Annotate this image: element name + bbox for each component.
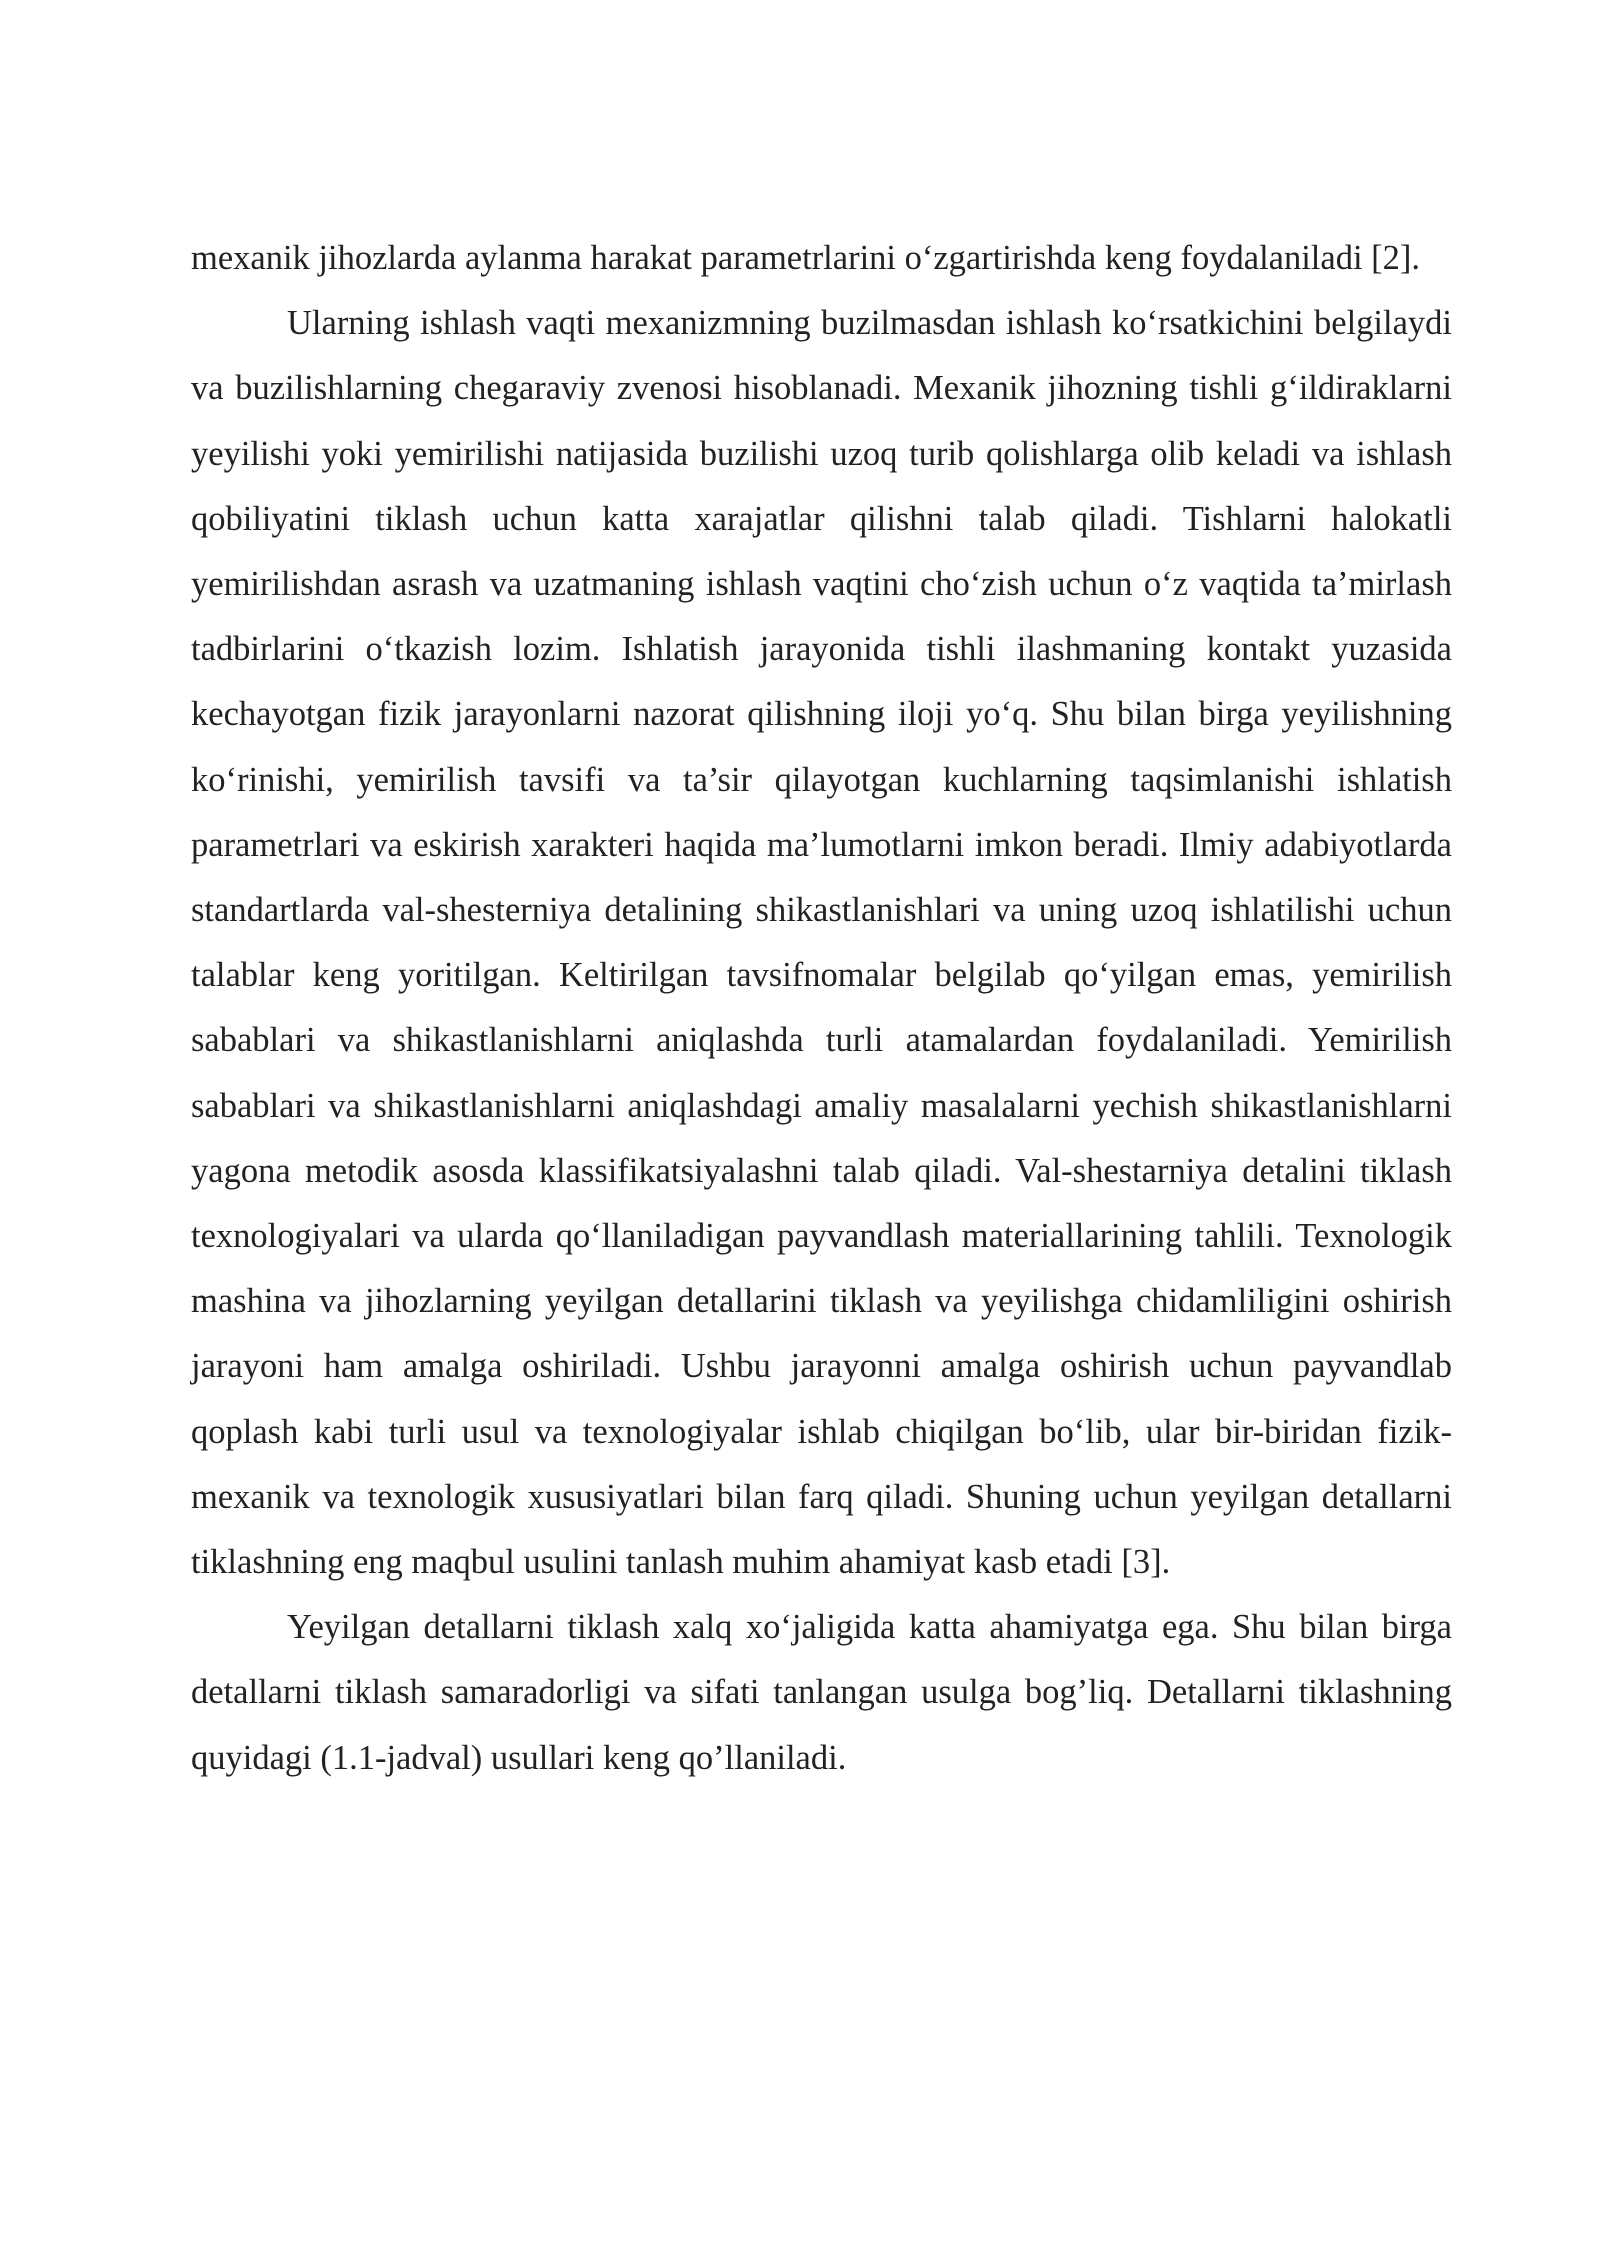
- paragraph-service-life: Ularning ishlash vaqti mexanizmning buzilmasdan ishlash ko‘rsatkichini belgilaydi va buzilishlarning chegaraviy zvenosi hisoblanadi. Mexanik jihozning tishli g‘ildiraklarni yeyilishi yoki yemirilishi natijasida buzilishi uzoq turib qolishlarga olib keladi va ishlash qobiliyatini tiklash uchun katta xarajatlar qilishni talab qiladi. Tishlarni halokatli yemirilishdan asrash va uzatmaning ishlash vaqtini cho‘zish uchun o‘z vaqtida ta’mirlash tadbirlarini o‘tkazish lozim. Ishlatish jarayonida tishli ilashmaning kontakt yuzasida kechayotgan fizik jarayonlarni nazorat qilishning iloji yo‘q. Shu bilan birga yeyilishning ko‘rinishi, yemirilish tavsifi va ta’sir qilayotgan kuchlarning taqsimlanishi ishlatish parametrlari va eskirish xarakteri haqida ma’lumotlarni imkon beradi. Ilmiy adabiyotlarda standartlarda val-shesterniya detalining shikastlanishlari va uning uzoq ishlatilishi uchun talablar keng yoritilgan. Keltirilgan tavsifnomalar belgilab qo‘yilgan emas, yemirilish sabablari va shikastlanishlarni aniqlashda turli atamalardan foydalaniladi. Yemirilish sabablari va shikastlanishlarni aniqlashdagi amaliy masalalarni yechish shikastlanishlarni yagona metodik asosda klassifikatsiyalashni talab qiladi. Val-shestarniya detalini tiklash texnologiyalari va ularda qo‘llaniladigan payvandlash materiallarining tahlili. Texnologik mashina va jihozlarning yeyilgan detallarini tiklash va yeyilishga chidamliligini oshirish jarayoni ham amalga oshiriladi. Ushbu jarayonni amalga oshirish uchun payvandlab qoplash kabi turli usul va texnologiyalar ishlab chiqilgan bo‘lib, ular bir-biridan fizik-mexanik va texnologik xususiyatlari bilan farq qiladi. Shuning uchun yeyilgan detallarni tiklashning eng maqbul usulini tanlash muhim ahamiyat kasb etadi [3].: [191, 304, 1452, 1582]
- paragraph-continuation: mexanik jihozlarda aylanma harakat parametrlarini o‘zgartirishda keng foydalaniladi [2].: [191, 239, 1421, 277]
- paragraph-restoration-methods: Yeyilgan detallarni tiklash xalq xo‘jaligida katta ahamiyatga ega. Shu bilan birga detallarni tiklash samaradorligi va sifati tanlangan usulga bog’liq. Detallarni tiklashning quyidagi (1.1-jadval) usullari keng qo’llaniladi.: [191, 1608, 1452, 1777]
- body-text: [191, 226, 1452, 1791]
